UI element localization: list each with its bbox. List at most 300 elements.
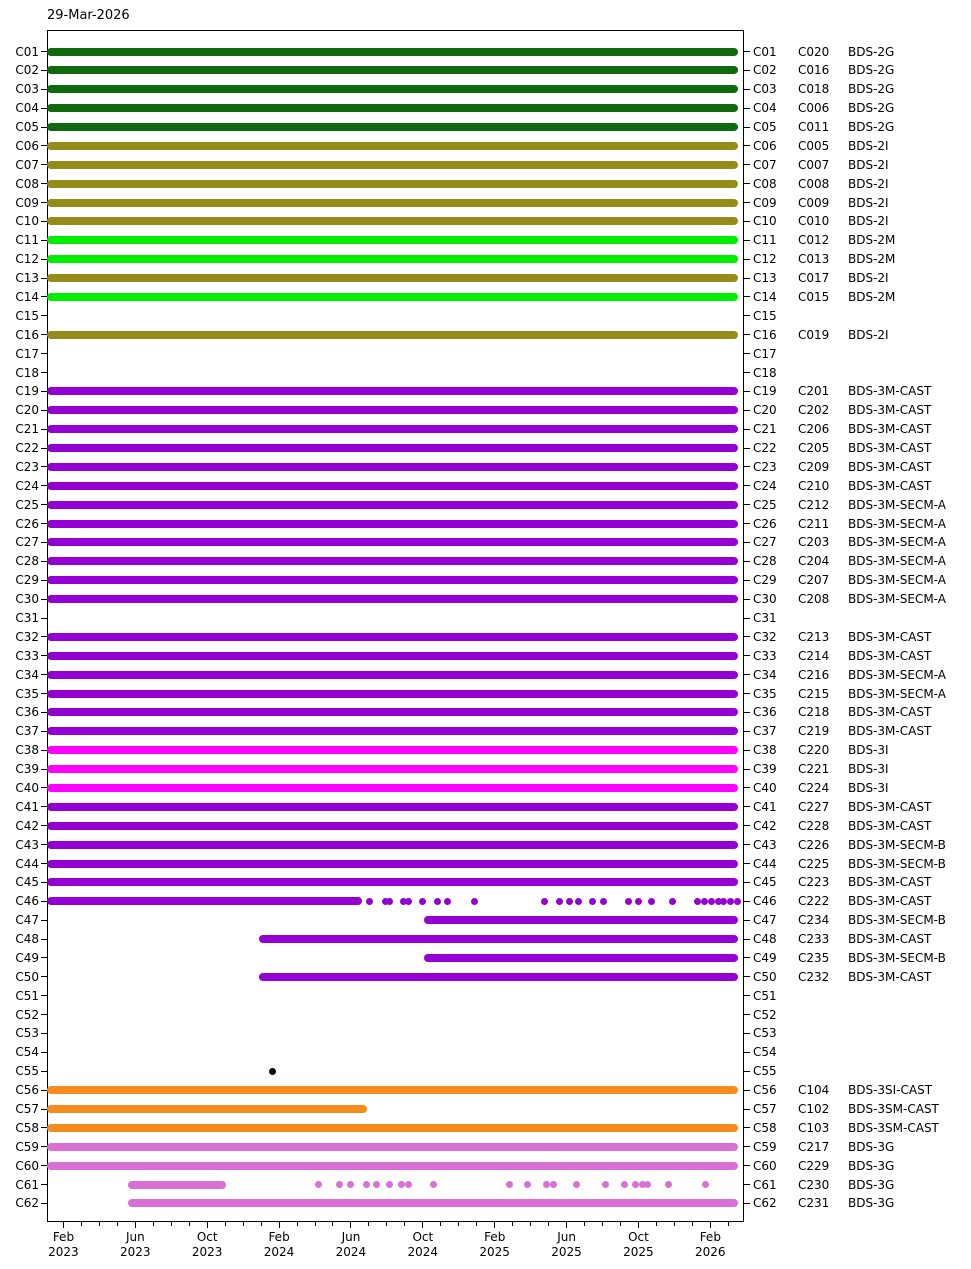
- y-tick-left-C37: [41, 731, 47, 732]
- availability-dot-C61-1: [336, 1181, 343, 1188]
- y-tick-right-C59: [744, 1146, 750, 1147]
- y-tick-right-C21: [744, 429, 750, 430]
- y-label-left-C29: C29: [15, 573, 39, 588]
- legend-type-C04: BDS-2G: [848, 101, 895, 116]
- availability-dot-C61-16: [632, 1181, 639, 1188]
- y-tick-left-C56: [41, 1090, 47, 1091]
- y-label-left-C54: C54: [15, 1045, 39, 1060]
- availability-bar-C36-0: [47, 708, 738, 716]
- y-label-right-C38: C38: [753, 743, 777, 758]
- y-tick-right-C31: [744, 618, 750, 619]
- y-label-left-C14: C14: [15, 289, 39, 304]
- legend-prn-C49: C235: [798, 950, 830, 965]
- legend-prn-C33: C214: [798, 648, 830, 663]
- y-tick-right-C10: [744, 221, 750, 222]
- availability-bar-C41-0: [47, 803, 738, 811]
- x-tick-month: Feb: [52, 1230, 75, 1244]
- y-label-right-C31: C31: [753, 611, 777, 626]
- legend-type-C02: BDS-2G: [848, 63, 895, 78]
- y-tick-left-C59: [41, 1146, 47, 1147]
- availability-dot-C46-13: [589, 898, 596, 905]
- legend-type-C59: BDS-3G: [848, 1139, 895, 1154]
- y-label-left-C46: C46: [15, 894, 39, 909]
- legend-type-C01: BDS-2G: [848, 44, 895, 59]
- y-label-left-C27: C27: [15, 535, 39, 550]
- y-label-right-C04: C04: [753, 101, 777, 116]
- legend-prn-C44: C225: [798, 856, 830, 871]
- y-label-right-C26: C26: [753, 516, 777, 531]
- y-label-left-C58: C58: [15, 1120, 39, 1135]
- y-label-right-C18: C18: [753, 365, 777, 380]
- y-label-right-C43: C43: [753, 837, 777, 852]
- availability-bar-C02-0: [47, 66, 738, 74]
- y-tick-left-C58: [41, 1127, 47, 1128]
- legend-prn-C28: C204: [798, 554, 830, 569]
- y-label-right-C52: C52: [753, 1007, 777, 1022]
- y-label-left-C19: C19: [15, 384, 39, 399]
- y-tick-left-C29: [41, 580, 47, 581]
- y-label-left-C09: C09: [15, 195, 39, 210]
- x-tick-year: 2025: [551, 1245, 582, 1259]
- y-label-right-C34: C34: [753, 667, 777, 682]
- legend-type-C06: BDS-2I: [848, 138, 889, 153]
- legend-prn-C36: C218: [798, 705, 830, 720]
- y-tick-left-C08: [41, 183, 47, 184]
- y-tick-left-C31: [41, 618, 47, 619]
- y-label-right-C35: C35: [753, 686, 777, 701]
- x-minor-tick: [692, 1222, 693, 1226]
- y-label-right-C55: C55: [753, 1064, 777, 1079]
- availability-dot-C61-14: [602, 1181, 609, 1188]
- availability-dot-C46-23: [720, 898, 727, 905]
- x-major-tick: [207, 1222, 208, 1228]
- availability-dot-C46-20: [701, 898, 708, 905]
- y-tick-left-C62: [41, 1203, 47, 1204]
- y-tick-left-C23: [41, 466, 47, 467]
- x-minor-tick: [315, 1222, 316, 1226]
- legend-prn-C43: C226: [798, 837, 830, 852]
- availability-bar-C10-0: [47, 217, 738, 225]
- y-tick-left-C05: [41, 127, 47, 128]
- availability-dot-C46-10: [556, 898, 563, 905]
- y-label-right-C59: C59: [753, 1139, 777, 1154]
- x-minor-tick: [620, 1222, 621, 1226]
- legend-type-C12: BDS-2M: [848, 252, 896, 267]
- availability-dot-C46-15: [625, 898, 632, 905]
- availability-dot-C61-3: [363, 1181, 370, 1188]
- y-tick-left-C14: [41, 296, 47, 297]
- x-tick-year: 2024: [335, 1245, 367, 1259]
- x-tick-label-Feb-2025: [459, 1230, 531, 1260]
- legend-type-C05: BDS-2G: [848, 120, 895, 135]
- y-label-right-C30: C30: [753, 592, 777, 607]
- x-minor-tick: [548, 1222, 549, 1226]
- legend-type-C49: BDS-3M-SECM-B: [848, 950, 946, 965]
- y-tick-left-C57: [41, 1109, 47, 1110]
- availability-bar-C26-0: [47, 520, 738, 528]
- y-tick-left-C35: [41, 693, 47, 694]
- availability-dot-C46-7: [444, 898, 451, 905]
- y-label-left-C52: C52: [15, 1007, 39, 1022]
- legend-prn-C25: C212: [798, 497, 830, 512]
- availability-dot-C46-24: [727, 898, 734, 905]
- legend-prn-C45: C223: [798, 875, 830, 890]
- availability-bar-C61-0: [128, 1181, 226, 1189]
- y-tick-left-C36: [41, 712, 47, 713]
- legend-type-C32: BDS-3M-CAST: [848, 629, 932, 644]
- legend-prn-C09: C009: [798, 195, 830, 210]
- y-label-left-C44: C44: [15, 856, 39, 871]
- availability-dot-C61-8: [430, 1181, 437, 1188]
- legend-type-C26: BDS-3M-SECM-A: [848, 516, 946, 531]
- y-tick-right-C36: [744, 712, 750, 713]
- y-tick-left-C32: [41, 636, 47, 637]
- y-tick-right-C11: [744, 240, 750, 241]
- availability-bar-C62-0: [128, 1199, 739, 1207]
- y-tick-left-C16: [41, 334, 47, 335]
- legend-prn-C40: C224: [798, 780, 830, 795]
- y-label-left-C39: C39: [15, 762, 39, 777]
- legend-type-C14: BDS-2M: [848, 289, 896, 304]
- availability-bar-C14-0: [47, 293, 738, 301]
- availability-bar-C59-0: [47, 1143, 738, 1151]
- legend-type-C39: BDS-3I: [848, 762, 889, 777]
- y-label-right-C39: C39: [753, 762, 777, 777]
- y-tick-left-C21: [41, 429, 47, 430]
- y-tick-right-C57: [744, 1109, 750, 1110]
- x-minor-tick: [674, 1222, 675, 1226]
- x-minor-tick: [153, 1222, 154, 1226]
- y-label-left-C53: C53: [15, 1026, 39, 1041]
- legend-prn-C59: C217: [798, 1139, 830, 1154]
- availability-bar-C09-0: [47, 199, 738, 207]
- y-label-left-C45: C45: [15, 875, 39, 890]
- y-label-left-C30: C30: [15, 592, 39, 607]
- x-major-tick: [279, 1222, 280, 1228]
- y-tick-right-C40: [744, 787, 750, 788]
- y-label-right-C36: C36: [753, 705, 777, 720]
- legend-prn-C42: C228: [798, 818, 830, 833]
- y-tick-left-C26: [41, 523, 47, 524]
- y-label-right-C61: C61: [753, 1177, 777, 1192]
- availability-bar-C37-0: [47, 727, 738, 735]
- legend-type-C57: BDS-3SM-CAST: [848, 1102, 939, 1116]
- y-label-right-C17: C17: [753, 346, 777, 361]
- availability-dot-C46-0: [366, 898, 373, 905]
- y-tick-right-C42: [744, 825, 750, 826]
- y-label-left-C62: C62: [15, 1196, 39, 1211]
- y-tick-left-C48: [41, 939, 47, 940]
- y-tick-left-C27: [41, 542, 47, 543]
- y-tick-left-C28: [41, 561, 47, 562]
- legend-type-C60: BDS-3G: [848, 1158, 895, 1173]
- availability-dot-C61-15: [621, 1181, 628, 1188]
- x-tick-year: 2025: [479, 1245, 510, 1259]
- y-label-left-C21: C21: [15, 422, 39, 437]
- x-major-tick: [566, 1222, 567, 1228]
- legend-type-C42: BDS-3M-CAST: [848, 818, 932, 833]
- y-tick-left-C49: [41, 957, 47, 958]
- x-minor-tick: [602, 1222, 603, 1226]
- y-label-left-C02: C02: [15, 63, 39, 78]
- legend-type-C40: BDS-3I: [848, 780, 889, 795]
- y-label-right-C02: C02: [753, 63, 777, 78]
- y-label-left-C55: C55: [15, 1064, 39, 1079]
- y-label-left-C17: C17: [15, 346, 39, 361]
- y-tick-left-C02: [41, 70, 47, 71]
- x-minor-tick: [728, 1222, 729, 1226]
- y-label-left-C16: C16: [15, 327, 39, 342]
- legend-prn-C24: C210: [798, 478, 830, 493]
- legend-prn-C03: C018: [798, 82, 830, 97]
- y-label-left-C22: C22: [15, 441, 39, 456]
- y-label-right-C60: C60: [753, 1158, 777, 1173]
- y-label-right-C41: C41: [753, 799, 777, 814]
- y-tick-left-C20: [41, 410, 47, 411]
- availability-bar-C29-0: [47, 576, 738, 584]
- availability-bar-C05-0: [47, 123, 738, 131]
- y-tick-left-C42: [41, 825, 47, 826]
- y-label-left-C12: C12: [15, 252, 39, 267]
- x-minor-tick: [189, 1222, 190, 1226]
- y-label-left-C60: C60: [15, 1158, 39, 1173]
- y-label-right-C58: C58: [753, 1120, 777, 1135]
- y-label-right-C51: C51: [753, 988, 777, 1003]
- legend-type-C43: BDS-3M-SECM-B: [848, 837, 946, 852]
- y-tick-left-C30: [41, 599, 47, 600]
- legend-type-C30: BDS-3M-SECM-A: [848, 592, 946, 607]
- y-tick-right-C03: [744, 89, 750, 90]
- legend-prn-C22: C205: [798, 441, 830, 456]
- y-label-left-C56: C56: [15, 1083, 39, 1098]
- y-tick-right-C12: [744, 259, 750, 260]
- y-label-right-C10: C10: [753, 214, 777, 229]
- x-minor-tick: [440, 1222, 441, 1226]
- y-label-right-C07: C07: [753, 157, 777, 172]
- availability-bar-C32-0: [47, 633, 738, 641]
- x-minor-tick: [171, 1222, 172, 1226]
- y-label-right-C32: C32: [753, 629, 777, 644]
- availability-bar-C16-0: [47, 331, 738, 339]
- availability-bar-C48-0: [259, 935, 739, 943]
- y-label-left-C18: C18: [15, 365, 39, 380]
- y-label-left-C24: C24: [15, 478, 39, 493]
- y-label-right-C16: C16: [753, 327, 777, 342]
- availability-dot-C46-17: [648, 898, 655, 905]
- y-tick-left-C54: [41, 1052, 47, 1053]
- x-tick-label-Jun-2023: [99, 1230, 171, 1260]
- x-minor-tick: [458, 1222, 459, 1226]
- legend-type-C46: BDS-3M-CAST: [848, 894, 932, 909]
- availability-bar-C35-0: [47, 690, 738, 698]
- x-minor-tick: [81, 1222, 82, 1226]
- x-major-tick: [494, 1222, 495, 1228]
- x-minor-tick: [225, 1222, 226, 1226]
- x-minor-tick: [297, 1222, 298, 1226]
- legend-prn-C41: C227: [798, 799, 830, 814]
- legend-type-C23: BDS-3M-CAST: [848, 459, 932, 474]
- availability-bar-C47-0: [424, 916, 738, 924]
- x-minor-tick: [117, 1222, 118, 1226]
- legend-type-C08: BDS-2I: [848, 176, 889, 191]
- y-label-left-C36: C36: [15, 705, 39, 720]
- x-tick-month: Feb: [699, 1230, 721, 1244]
- legend-prn-C08: C008: [798, 176, 830, 191]
- availability-dot-C46-18: [669, 898, 676, 905]
- availability-bar-C23-0: [47, 463, 738, 471]
- y-tick-right-C14: [744, 296, 750, 297]
- x-tick-label-Feb-2023: [27, 1230, 99, 1260]
- y-label-right-C11: C11: [753, 233, 777, 248]
- y-label-right-C45: C45: [753, 875, 777, 890]
- y-label-right-C05: C05: [753, 120, 777, 135]
- y-label-left-C57: C57: [15, 1102, 39, 1116]
- x-minor-tick: [332, 1222, 333, 1226]
- x-minor-tick: [99, 1222, 100, 1226]
- x-major-tick: [350, 1222, 351, 1228]
- x-minor-tick: [476, 1222, 477, 1226]
- availability-dot-C61-19: [665, 1181, 672, 1188]
- y-label-left-C01: C01: [15, 44, 39, 59]
- y-tick-left-C15: [41, 315, 47, 316]
- y-label-right-C25: C25: [753, 497, 777, 512]
- availability-bar-C20-0: [47, 406, 738, 414]
- y-tick-left-C33: [41, 655, 47, 656]
- legend-type-C20: BDS-3M-CAST: [848, 403, 932, 418]
- y-label-left-C43: C43: [15, 837, 39, 852]
- availability-bar-C44-0: [47, 860, 738, 868]
- legend-prn-C16: C019: [798, 327, 830, 342]
- legend-type-C25: BDS-3M-SECM-A: [848, 497, 946, 512]
- availability-bar-C24-0: [47, 482, 738, 490]
- availability-bar-C60-0: [47, 1162, 738, 1170]
- legend-type-C11: BDS-2M: [848, 233, 896, 248]
- y-tick-right-C50: [744, 976, 750, 977]
- y-tick-right-C27: [744, 542, 750, 543]
- y-label-left-C49: C49: [15, 950, 39, 965]
- y-label-left-C11: C11: [15, 233, 39, 248]
- y-tick-left-C52: [41, 1014, 47, 1015]
- x-major-tick: [135, 1222, 136, 1228]
- availability-bar-C12-0: [47, 255, 738, 263]
- x-tick-label-Jun-2024: [315, 1230, 387, 1260]
- y-tick-right-C04: [744, 108, 750, 109]
- x-tick-label-Feb-2024: [243, 1230, 315, 1260]
- y-tick-right-C41: [744, 806, 750, 807]
- legend-prn-C05: C011: [798, 120, 830, 135]
- legend-prn-C04: C006: [798, 101, 830, 116]
- availability-dot-C61-2: [347, 1181, 354, 1188]
- availability-bar-C08-0: [47, 180, 738, 188]
- legend-prn-C39: C221: [798, 762, 830, 777]
- availability-dot-C46-11: [566, 898, 573, 905]
- legend-type-C13: BDS-2I: [848, 271, 889, 286]
- availability-dot-C61-5: [386, 1181, 393, 1188]
- x-tick-year: 2026: [695, 1245, 726, 1259]
- y-tick-right-C28: [744, 561, 750, 562]
- legend-prn-C14: C015: [798, 289, 830, 304]
- x-tick-year: 2023: [191, 1245, 223, 1259]
- legend-type-C28: BDS-3M-SECM-A: [848, 554, 946, 569]
- x-tick-label-Jun-2025: [531, 1230, 603, 1260]
- legend-type-C27: BDS-3M-SECM-A: [848, 535, 946, 550]
- availability-dot-C46-16: [635, 898, 642, 905]
- legend-type-C24: BDS-3M-CAST: [848, 478, 932, 493]
- y-tick-left-C06: [41, 145, 47, 146]
- y-tick-left-C53: [41, 1033, 47, 1034]
- y-label-left-C07: C07: [15, 157, 39, 172]
- y-tick-left-C09: [41, 202, 47, 203]
- legend-prn-C34: C216: [798, 667, 830, 682]
- legend-prn-C48: C233: [798, 932, 830, 947]
- availability-dot-C61-11: [543, 1181, 550, 1188]
- y-label-right-C40: C40: [753, 780, 777, 795]
- legend-prn-C56: C104: [798, 1083, 830, 1098]
- legend-prn-C30: C208: [798, 592, 830, 607]
- x-tick-year: 2023: [48, 1245, 79, 1259]
- legend-prn-C20: C202: [798, 403, 830, 418]
- x-tick-year: 2025: [623, 1245, 654, 1259]
- y-label-left-C23: C23: [15, 459, 39, 474]
- availability-bar-C19-0: [47, 387, 738, 395]
- x-tick-label-Oct-2024: [387, 1230, 459, 1260]
- y-label-left-C20: C20: [15, 403, 39, 418]
- y-tick-left-C40: [41, 787, 47, 788]
- availability-bar-C50-0: [259, 973, 739, 981]
- legend-prn-C35: C215: [798, 686, 830, 701]
- availability-bar-C46-0: [47, 897, 362, 905]
- legend-prn-C02: C016: [798, 63, 830, 78]
- y-tick-left-C47: [41, 920, 47, 921]
- legend-prn-C06: C005: [798, 138, 830, 153]
- y-label-left-C34: C34: [15, 667, 39, 682]
- y-tick-right-C56: [744, 1090, 750, 1091]
- legend-prn-C61: C230: [798, 1177, 830, 1192]
- x-major-tick: [422, 1222, 423, 1228]
- y-label-left-C05: C05: [15, 120, 39, 135]
- y-tick-left-C50: [41, 976, 47, 977]
- availability-bar-C25-0: [47, 501, 738, 509]
- y-tick-right-C37: [744, 731, 750, 732]
- legend-type-C41: BDS-3M-CAST: [848, 799, 932, 814]
- y-tick-left-C55: [41, 1071, 47, 1072]
- legend-prn-C12: C013: [798, 252, 830, 267]
- availability-dot-C61-10: [524, 1181, 531, 1188]
- y-tick-right-C48: [744, 939, 750, 940]
- legend-type-C16: BDS-2I: [848, 327, 889, 342]
- legend-type-C10: BDS-2I: [848, 214, 889, 229]
- availability-bar-C06-0: [47, 142, 738, 150]
- availability-bar-C11-0: [47, 236, 738, 244]
- y-tick-right-C17: [744, 353, 750, 354]
- x-minor-tick: [243, 1222, 244, 1226]
- availability-dot-C46-9: [541, 898, 548, 905]
- availability-bar-C42-0: [47, 822, 738, 830]
- y-tick-left-C13: [41, 278, 47, 279]
- x-minor-tick: [404, 1222, 405, 1226]
- y-tick-left-C01: [41, 51, 47, 52]
- y-tick-left-C19: [41, 391, 47, 392]
- y-tick-right-C09: [744, 202, 750, 203]
- y-label-right-C29: C29: [753, 573, 777, 588]
- y-tick-right-C39: [744, 769, 750, 770]
- y-tick-right-C24: [744, 485, 750, 486]
- y-label-right-C15: C15: [753, 308, 777, 323]
- y-label-right-C01: C01: [753, 44, 777, 59]
- y-tick-left-C18: [41, 372, 47, 373]
- y-label-right-C13: C13: [753, 271, 777, 286]
- y-tick-left-C51: [41, 995, 47, 996]
